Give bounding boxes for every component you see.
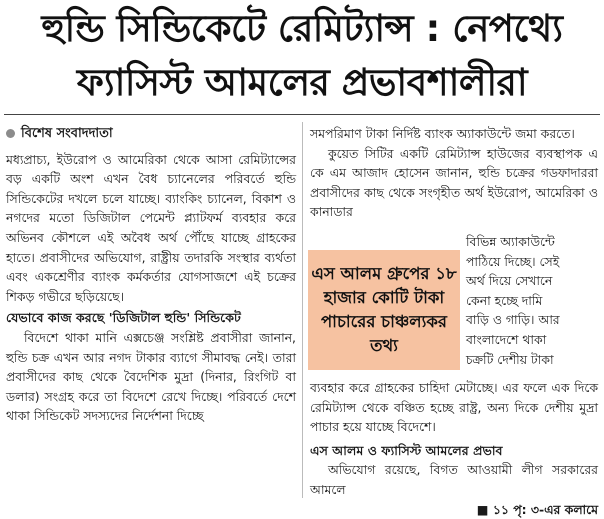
bullet-icon [6,129,15,138]
column-divider [302,122,303,498]
wrap-line: বিভিন্ন অ্যাকাউন্টে [466,234,555,249]
left-column [6,124,296,426]
wrap-line: কেনা হচ্ছে দামি [466,292,543,308]
highlight-text: এস আলম গ্রুপের ১৮ হাজার কোটি টাকা পাচারের চাঞ্চল্যকর তথ্য [311,264,457,355]
wrap-line: বাড়ি ও গাড়ি। আর [466,312,560,328]
paragraph-right-2: কুয়েত সিটির একটি রেমিট্যান্স হাউজের ব্যবস্থাপক এ কে এম আজাদ হোসেন জানান, হুন্ডি চক্রের গডফাদাররা প্রবাসীদের কাছ থেকে সংগৃহীত অর্থ ইউরোপ, আমেরিকা ও কানাডার [310,145,598,220]
wrap-line: বাংলাদেশে থাকা [466,331,547,347]
right-column [310,124,598,222]
wrap-line: পাঠিয়ে দিচ্ছে। সেই [466,253,560,269]
wrap-line: চক্রটি দেশীয় টাকা [466,351,554,367]
highlight-box [308,250,460,370]
headline-line-2: ফ্যাসিস্ট আমলের প্রভাবশালীরা [76,61,528,104]
paragraph-2: বিদেশে থাকা মানি এক্সচেঞ্জ সংশ্লিষ্ট প্রবাসীরা জানান, হুন্ডি চক্র এখন আর নগদ টাকার ব্যাগে সীমাবদ্ধ নেই। তারা প্রবাসীদের কাছ থেকে বৈদেশিক মুদ্রা (দিনার, রিংগিট বা ডলার) সংগ্রহ করে তা বিদেশে রেখে দিচ্ছে। পরিবর্তে দেশে থাকা সিন্ডিকেট সদস্যদের নির্দেশনা দিচ্ছে [6,329,296,424]
byline-text: বিশেষ সংবাদদাতা [21,126,113,141]
subheading-digital-hundi: যেভাবে কাজ করছে 'ডিজিটাল হুন্ডি' সিন্ডিকেট [6,310,241,326]
headline [0,2,604,110]
paragraph-right-3: ব্যবহার করে গ্রাহকের চাহিদা মেটাচ্ছে। এর ফলে এক দিকে রেমিট্যান্স থেকে বঞ্চিত হচ্ছে রাষ্ট্র, অন্য দিকে দেশীয় মুদ্রা পাচার হয়ে যাচ্ছে বিদেশে। [310,380,598,435]
wrap-line: অর্থ দিয়ে সেখানে [466,273,553,289]
wrap-column [466,232,598,369]
continuation-note: ■ ১১ পৃ: ৩-এর কলামে [476,501,598,517]
paragraph-right-top: সমপরিমাণ টাকা নির্দিষ্ট ব্যাংক অ্যাকাউন্টে জমা করতে। [310,126,575,141]
headline-rule [4,114,600,115]
headline-line-1: হুন্ডি সিন্ডিকেটে রেমিট্যান্স : নেপথ্যে [41,7,563,50]
subheading-s-alam: এস আলম ও ফ্যাসিস্ট আমলের প্রভাব [310,442,503,458]
paragraph-1: মধ্যপ্রাচ্য, ইউরোপ ও আমেরিকা থেকে আসা রেমিট্যান্সের বড় একটি অংশ এখন বৈধ চ্যানেলের পরিবর্তে হুন্ডি সিন্ডিকেটের দখলে চলে যাচ্ছে। ব্যাংকিং চ্যানেল, বিকাশ ও নগদের মতো ডিজিটাল পেমেন্ট প্ল্যাটফর্ম ব্যবহার করে অভিনব কৌশলে এই অবৈধ অর্থ পৌঁছে যাচ্ছে গ্রাহকের হাতে। প্রবাসীদের অভিযোগ, রাষ্ট্রীয় তদারকি সংস্থার ব্যর্থতা এবং একশ্রেণীর ব্যাংক কর্মকর্তার যোগসাজশে এই চক্রের শিকড় গভীরে ছড়িয়েছে। [6,151,296,304]
byline [6,124,296,144]
paragraph-right-4: অভিযোগ রয়েছে, বিগত আওয়ামী লীগ সরকারের আমলে [310,462,598,497]
right-column-lower [310,378,598,519]
